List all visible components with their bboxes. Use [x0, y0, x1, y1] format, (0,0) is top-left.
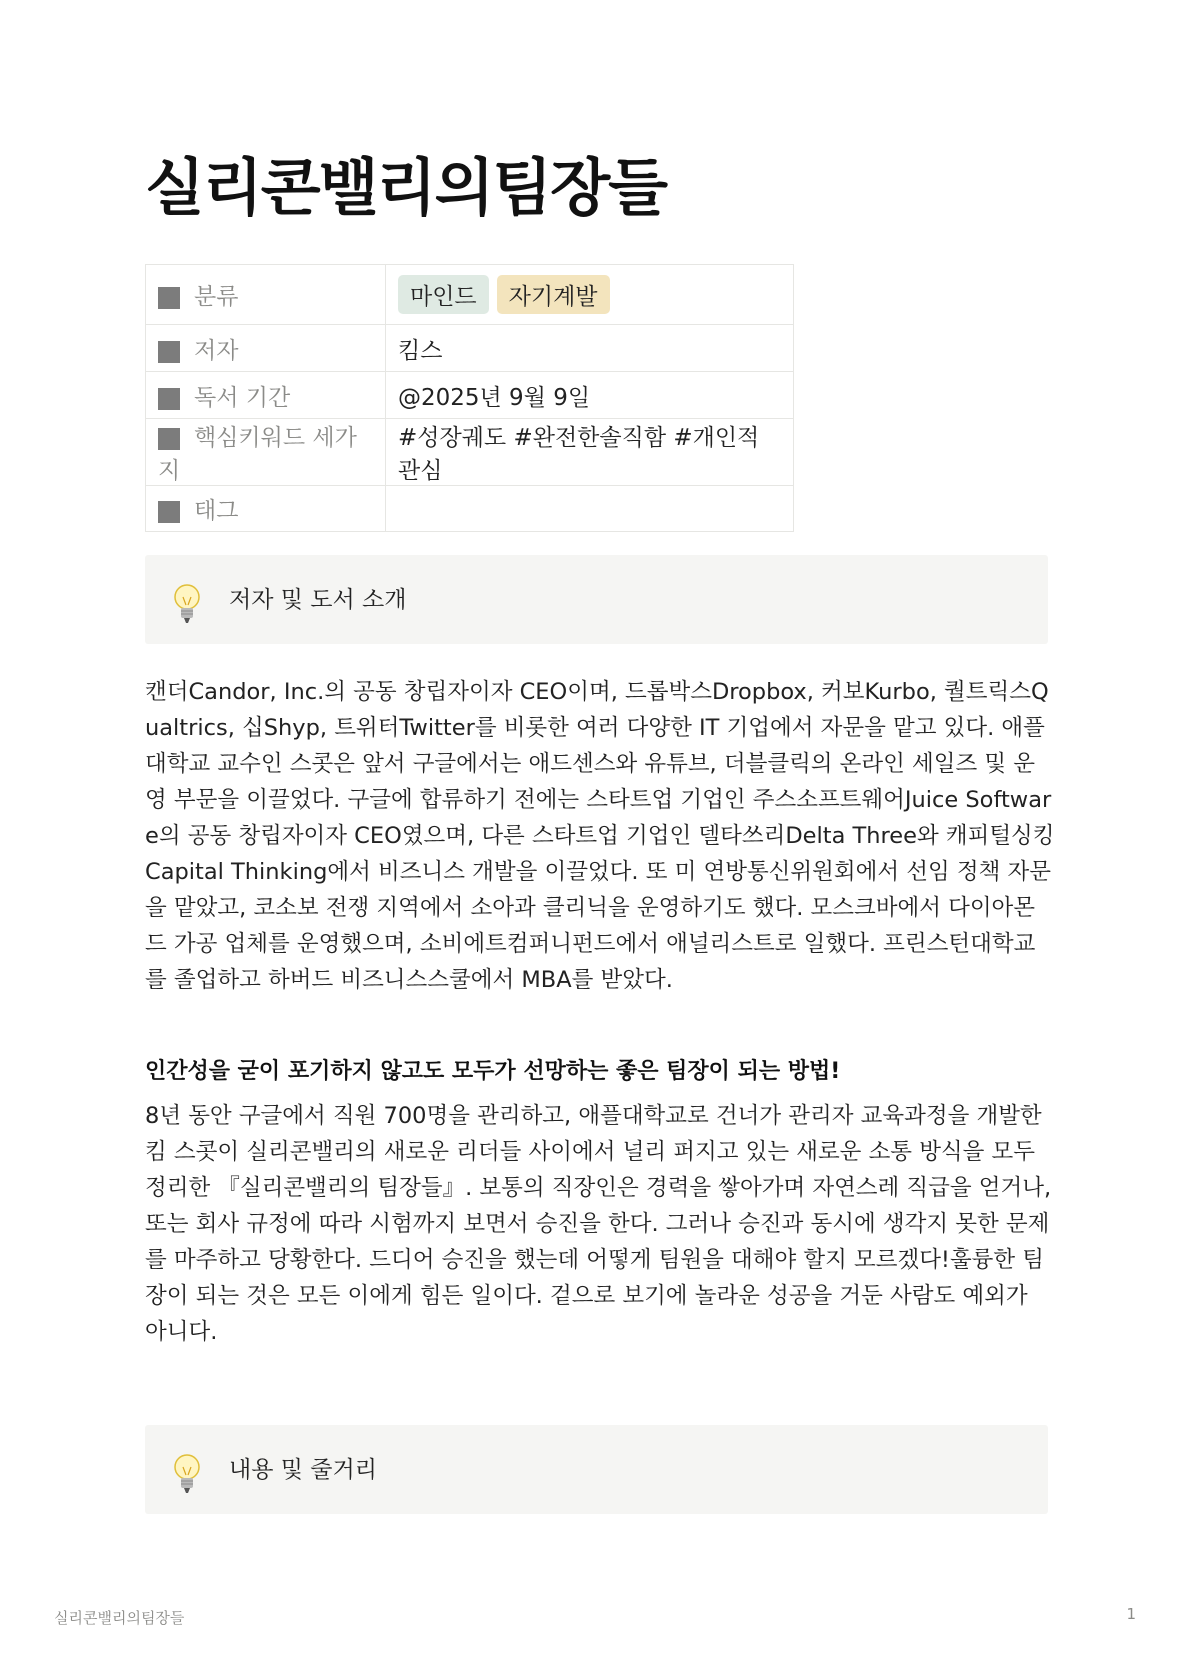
- property-row-tags: [146, 486, 794, 532]
- property-icon: [158, 501, 180, 523]
- property-value[interactable]: #성장궤도 #완전한솔직함 #개인적관심: [386, 419, 794, 486]
- callout-content-summary: [145, 1425, 1048, 1514]
- property-row-category: [146, 265, 794, 325]
- property-key: 태그: [146, 486, 386, 532]
- tag-self-development[interactable]: 자기계발: [497, 275, 610, 314]
- tag-mind[interactable]: 마인드: [398, 275, 489, 314]
- callout-author-intro: [145, 555, 1048, 644]
- property-icon: [158, 287, 180, 309]
- callout-text: 내용 및 줄거리: [229, 1457, 377, 1483]
- book-paragraph: 8년 동안 구글에서 직원 700명을 관리하고, 애플대학교로 건너가 관리자 교육과정을 개발한 킴 스콧이 실리콘밸리의 새로운 리더들 사이에서 널리 퍼지고 있는 새로운 소통 방식을 모두 정리한 『실리콘밸리의 팀장들』. 보통의 직장인은 경력을 쌓아가며 자연스레 직급을 얻거나, 또는 회사 규정에 따라 시험까지 보면서 승진을 한다. 그러나 승진과 동시에 생각지 못한 문제를 마주하고 당황한다. 드디어 승진을 했는데 어떻게 팀원을 대해야 할지 모르겠다!훌륭한 팀장이 되는 것은 모든 이에게 힘든 일이다. 겉으로 보기에 놀라운 성공을 거둔 사람도 예외가 아니다.: [145, 1103, 1052, 1345]
- property-value[interactable]: [386, 486, 794, 532]
- lightbulb-icon: [172, 583, 202, 627]
- property-value[interactable]: [386, 265, 794, 325]
- properties-table: [145, 264, 794, 532]
- page-title: 실리콘밸리의팀장들: [145, 151, 667, 224]
- property-key: 독서 기간: [146, 372, 386, 419]
- lightbulb-icon: [172, 1453, 202, 1497]
- property-key: 저자: [146, 325, 386, 372]
- property-row-reading-period: [146, 372, 794, 419]
- footer-page-number: 1: [1126, 1605, 1136, 1623]
- property-icon: [158, 388, 180, 410]
- property-key: 핵심키워드 세가지: [146, 419, 386, 486]
- property-icon: [158, 428, 180, 450]
- property-value-date[interactable]: @2025년 9월 9일: [386, 372, 794, 419]
- footer-title: 실리콘밸리의팀장들: [54, 1609, 185, 1627]
- property-icon: [158, 341, 180, 363]
- property-value[interactable]: 킴스: [386, 325, 794, 372]
- book-heading: 인간성을 굳이 포기하지 않고도 모두가 선망하는 좋은 팀장이 되는 방법!: [145, 1059, 841, 1084]
- property-row-keywords: [146, 419, 794, 486]
- callout-text: 저자 및 도서 소개: [229, 587, 407, 613]
- property-row-author: [146, 325, 794, 372]
- author-paragraph: 캔더Candor, Inc.의 공동 창립자이자 CEO이며, 드롭박스Dropbox, 커보Kurbo, 퀄트릭스Qualtrics, 십Shyp, 트위터Twitter를 비롯한 여러 다양한 IT 기업에서 자문을 맡고 있다. 애플대학교 교수인 스콧은 앞서 구글에서는 애드센스와 유튜브, 더블클릭의 온라인 세일즈 및 운영 부문을 이끌었다. 구글에 합류하기 전에는 스타트업 기업인 주스소프트웨어Juice Software의 공동 창립자이자 CEO였으며, 다른 스타트업 기업인 델타쓰리Delta Three와 캐피털싱킹Capital Thinking에서 비즈니스 개발을 이끌었다. 또 미 연방통신위원회에서 선임 정책 자문을 맡았고, 코소보 전쟁 지역에서 소아과 클리닉을 운영하기도 했다. 모스크바에서 다이아몬드 가공 업체를 운영했으며, 소비에트컴퍼니펀드에서 애널리스트로 일했다. 프린스턴대학교를 졸업하고 하버드 비즈니스스쿨에서 MBA를 받았다.: [145, 679, 1055, 993]
- property-key: 분류: [146, 265, 386, 325]
